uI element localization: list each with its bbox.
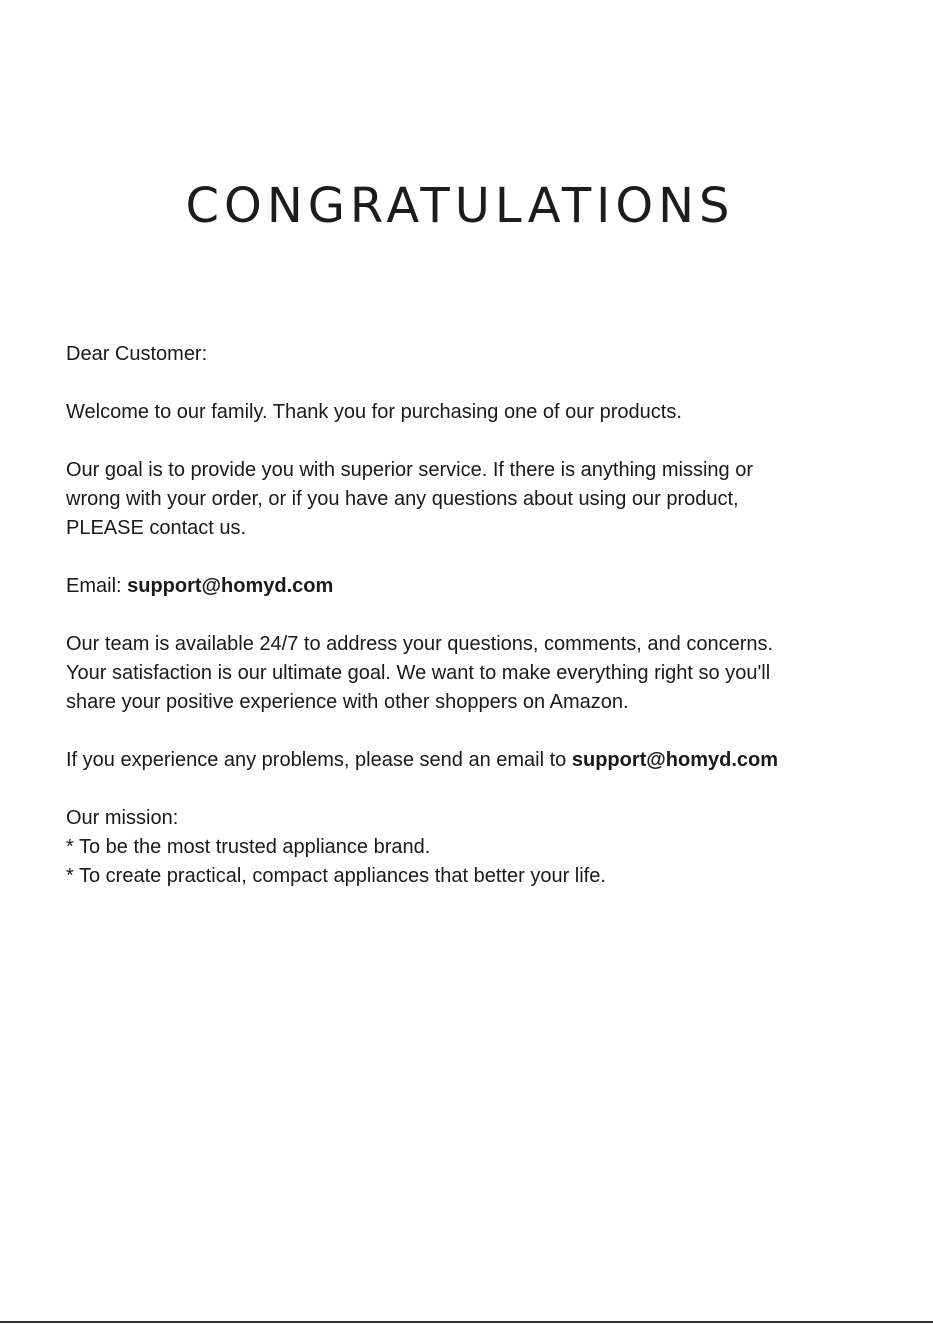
problems-email-link[interactable]: support@homyd.com	[571, 749, 779, 771]
mission-section	[66, 804, 886, 891]
bottom-divider	[0, 1321, 933, 1323]
mission-item: * To create practical, compact appliances that better your life.	[66, 865, 606, 887]
greeting: Dear Customer:	[66, 343, 208, 365]
team-line-3: share your positive experience with other shoppers on Amazon.	[66, 691, 629, 713]
contact-email-line	[66, 572, 886, 601]
problems-text: If you experience any problems, please send an email to	[66, 749, 572, 771]
support-email-link[interactable]: support@homyd.com	[127, 575, 334, 597]
goal-line-1: Our goal is to provide you with superior service. If there is anything missing or	[66, 459, 753, 481]
email-label: Email:	[66, 575, 128, 597]
team-line-2: Your satisfaction is our ultimate goal. We want to make everything right so you'll	[66, 662, 771, 684]
team-paragraph	[66, 630, 886, 717]
problems-line	[66, 746, 886, 775]
goal-paragraph	[66, 456, 886, 543]
welcome-paragraph: Welcome to our family. Thank you for purchasing one of our products.	[66, 401, 682, 423]
mission-heading: Our mission:	[66, 807, 179, 829]
goal-line-2: wrong with your order, or if you have any questions about using our product,	[66, 488, 739, 510]
page-title: CONGRATULATIONS	[185, 178, 735, 234]
goal-line-3: PLEASE contact us.	[66, 517, 247, 539]
letter-body	[66, 340, 886, 891]
mission-item: * To be the most trusted appliance brand.	[66, 836, 431, 858]
team-line-1: Our team is available 24/7 to address your questions, comments, and concerns.	[66, 633, 774, 655]
